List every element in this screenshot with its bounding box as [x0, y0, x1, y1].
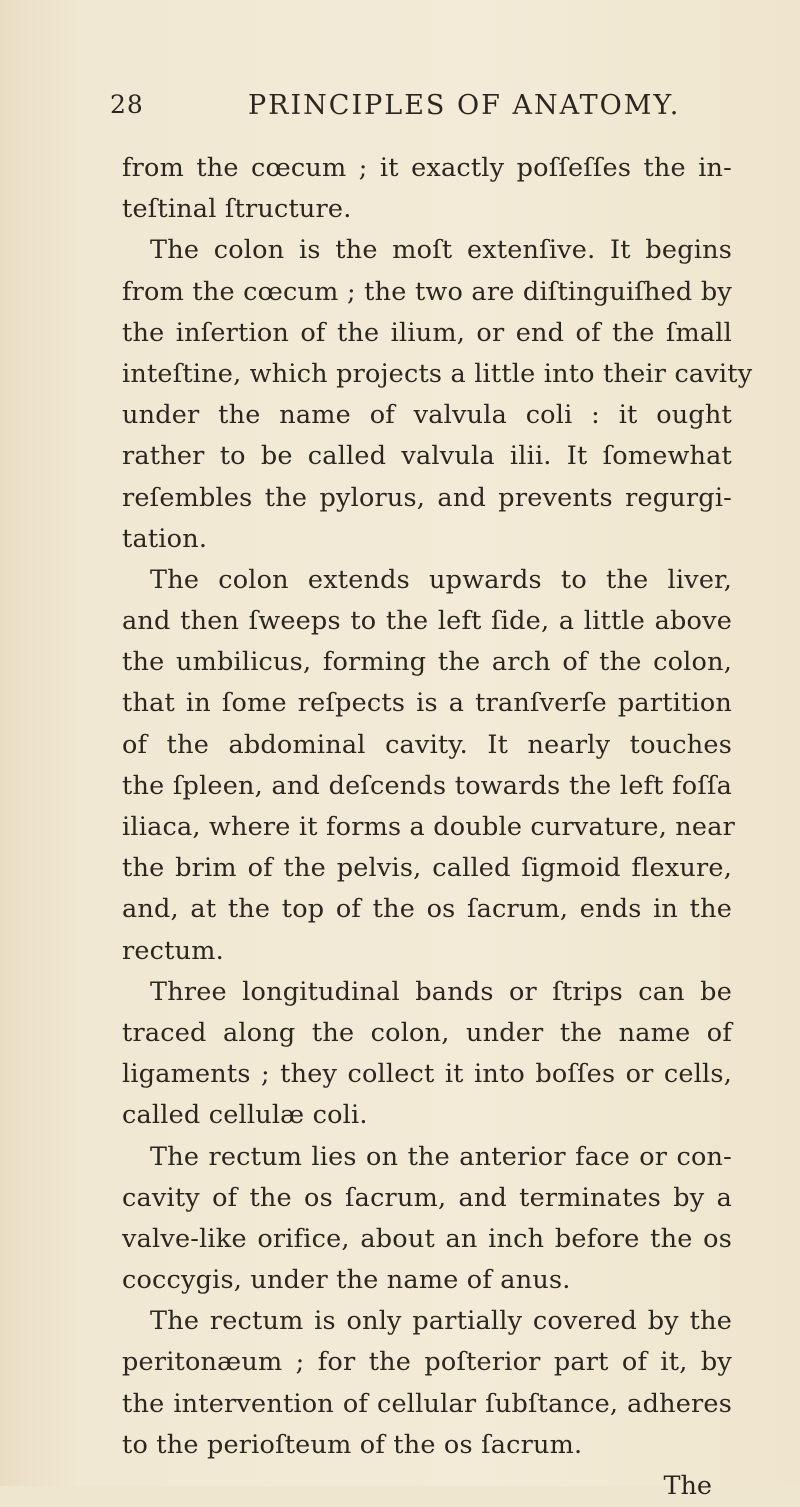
page-number: 28 — [110, 90, 144, 119]
text-line: The rectum is only partially covered by the — [150, 1306, 732, 1337]
text-line: cavity of the os ſacrum, and terminates by a — [122, 1182, 732, 1213]
text-line: the ſpleen, and deſcends towards the left foſſa — [122, 770, 732, 801]
text-line: iliaca, where it forms a double curvature, near — [122, 812, 736, 842]
text-line: rather to be called valvula ilii. It ſomewhat — [122, 441, 732, 472]
text-line: from the cœcum ; it exactly poſſeſſes the in- — [122, 153, 732, 183]
text-line: the brim of the pelvis, called ſigmoid flexure, — [122, 853, 732, 884]
text-line: ligaments ; they collect it into boſſes or cells, — [122, 1059, 732, 1090]
catchword: The — [663, 1471, 712, 1501]
text-line: teſtinal ſtructure. — [122, 194, 352, 225]
text-line: The rectum lies on the anterior face or con- — [150, 1141, 732, 1172]
text-line: from the cœcum ; the two are diſtinguiſhed by — [122, 276, 732, 307]
running-title: PRINCIPLES OF ANATOMY. — [248, 90, 681, 121]
text-line: called cellulæ coli. — [122, 1100, 368, 1131]
body-text — [122, 148, 753, 1507]
text-line: that in ſome reſpects is a tranſverſe partition — [122, 688, 732, 719]
text-line: The colon extends upwards to the liver, — [150, 564, 732, 595]
text-line: Three longitudinal bands or ſtrips can be — [150, 976, 732, 1007]
text-line: the umbilicus, forming the arch of the colon, — [122, 647, 732, 678]
text-line: the inſertion of the ilium, or end of the ſmall — [122, 317, 732, 348]
text-line: The colon is the moſt extenſive. It begins — [150, 235, 732, 266]
text-line: to the perioſteum of the os ſacrum. — [122, 1429, 583, 1460]
text-line: of the abdominal cavity. It nearly touches — [122, 729, 732, 760]
text-line: reſembles the pylorus, and prevents regurgi- — [122, 482, 732, 513]
text-line: coccygis, under the name of anus. — [122, 1265, 571, 1296]
text-line: peritonæum ; for the poſterior part of it, by — [122, 1347, 732, 1378]
text-line: rectum. — [122, 935, 224, 966]
text-line: under the name of valvula coli : it ought — [122, 400, 732, 431]
text-line: and then ſweeps to the left ſide, a little above — [122, 606, 732, 637]
text-line: and, at the top of the os ſacrum, ends in the — [122, 894, 732, 925]
text-line: valve-like orifice, about an inch before the os — [122, 1223, 732, 1254]
text-line: inteſtine, which projects a little into their cavity — [122, 358, 753, 389]
text-line: tation. — [122, 523, 208, 554]
text-line: the intervention of cellular ſubſtance, adheres — [122, 1388, 732, 1419]
text-line: traced along the colon, under the name of — [122, 1017, 732, 1048]
page-header — [0, 90, 800, 130]
